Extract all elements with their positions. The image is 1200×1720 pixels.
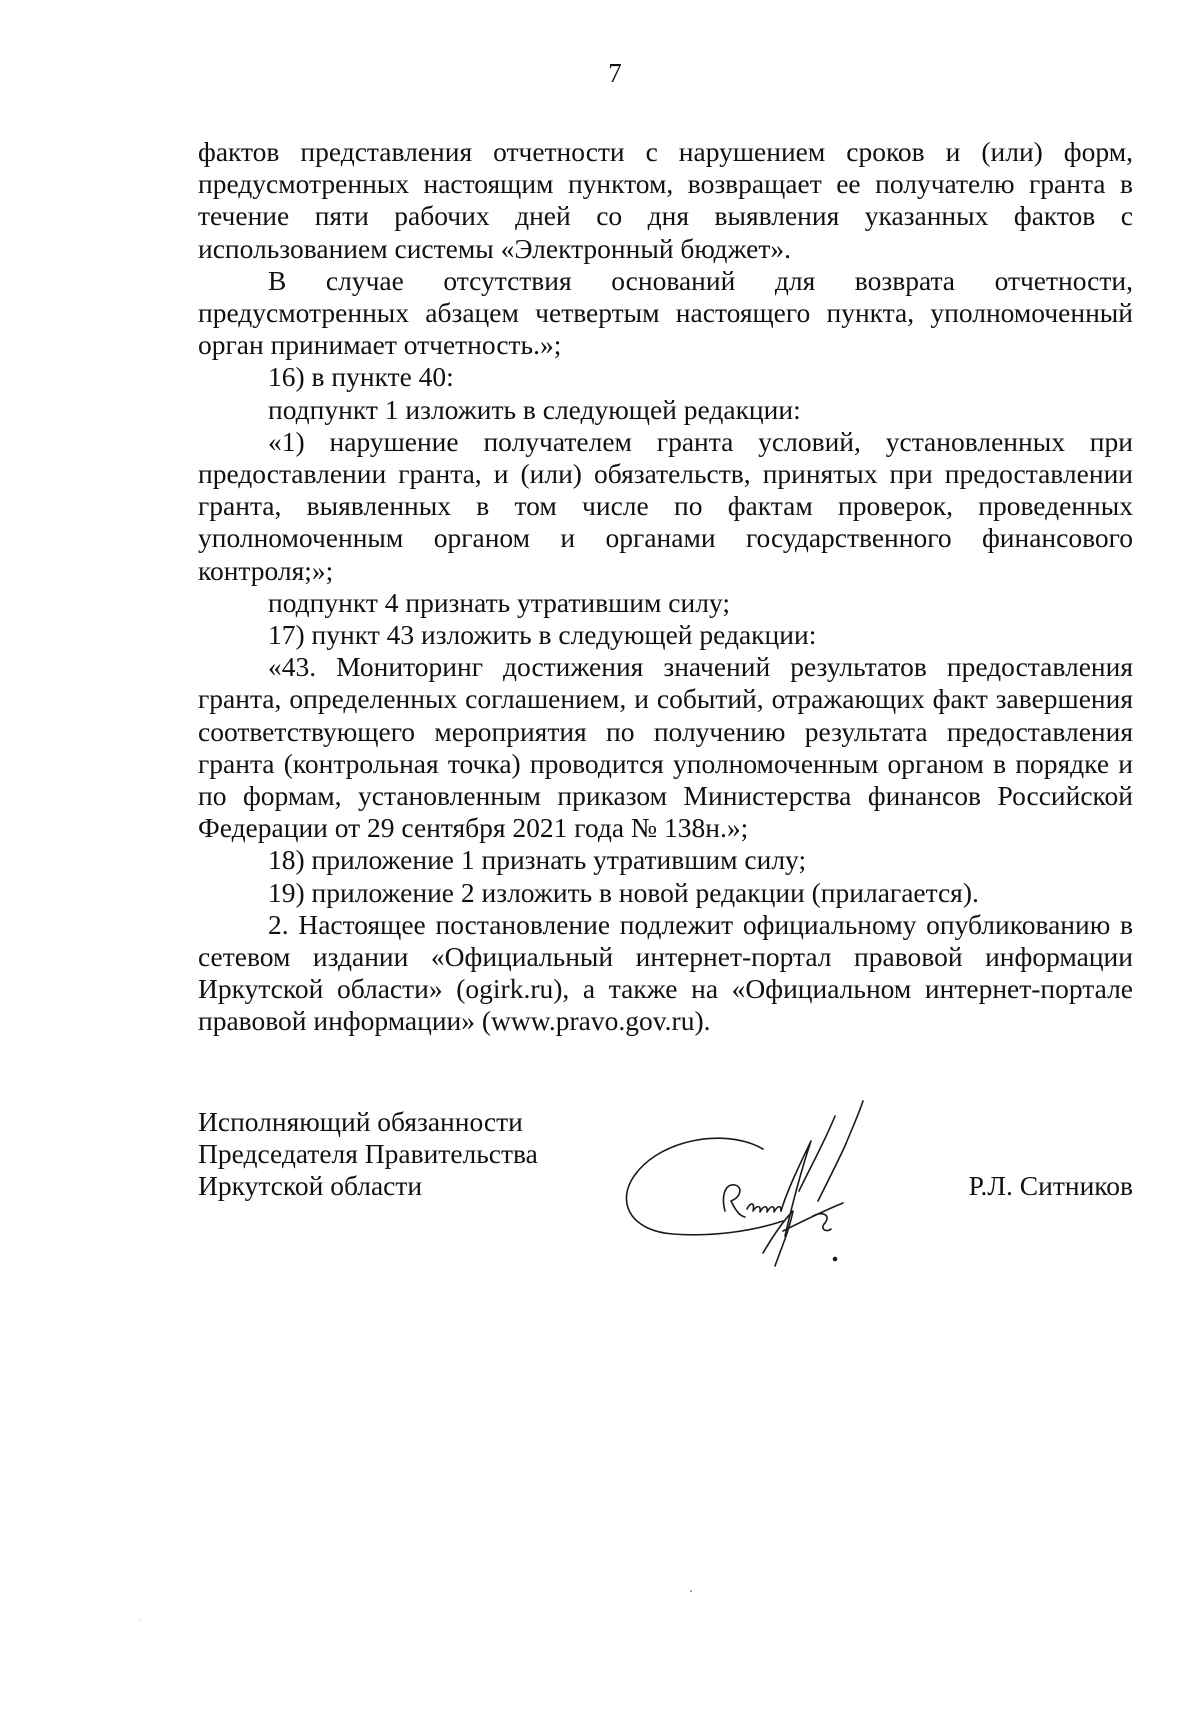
paragraph-3: 16) в пункте 40:: [268, 361, 454, 393]
document-body: [198, 136, 1133, 1038]
paragraph-6: подпункт 4 признать утратившим силу;: [268, 586, 730, 618]
signatory-title-line-1: Исполняющий обязанности: [198, 1106, 523, 1137]
signatory-title-line-2: Председателя Правительства: [198, 1138, 538, 1170]
paragraph-1: фактов представления отчетности с нарушением сроков и (или) форм, предусмотренных настоящим пунктом, возвращает ее получателю гранта в течение пяти рабочих дней со дня выявления указанных фактов с использованием системы «Электронный бюджет».: [198, 136, 1133, 264]
paragraph-11: 2. Настоящее постановление подлежит официальному опубликованию в сетевом издании «Официальный интернет-портал правовой информации Иркутской области» (ogirk.ru), а также на «Официальном интернет-портале правовой информации» (www.pravo.gov.ru).: [198, 908, 1133, 1037]
signatory-title-line-3: Иркутской области: [198, 1170, 423, 1202]
paragraph-5: «1) нарушение получателем гранта условий, установленных при предоставлении гранта, и (или) обязательств, принятых при предоставлении гранта, выявленных в том числе по фактам проверок, проведенных уполномоченным органом и органами государственного финансового контроля;»;: [198, 425, 1133, 586]
paragraph-9: 18) приложение 1 признать утратившим силу;: [268, 844, 807, 876]
signatory-name: Р.Л. Ситников: [968, 1170, 1133, 1201]
paragraph-10: 19) приложение 2 изложить в новой редакции (прилагается).: [268, 876, 979, 908]
paragraph-8: «43. Мониторинг достижения значений результатов предоставления гранта, определенных соглашением, и событий, отражающих факт завершения соответствующего мероприятия по получению результата предоставления гранта (контрольная точка) проводится уполномоченным органом в порядке и по формам, установленным приказом Министерства финансов Российской Федерации от 29 сентября 2021 года № 138н.»;: [198, 651, 1133, 844]
scan-artifact: [690, 1590, 692, 1592]
handwritten-signature-icon: [613, 1071, 873, 1281]
paragraph-4: подпункт 1 изложить в следующей редакции:: [268, 393, 801, 425]
paragraph-2: В случае отсутствия оснований для возврата отчетности, предусмотренных абзацем четвертым настоящего пункта, уполномоченный орган принимает отчетность.»;: [198, 264, 1133, 361]
page-number: 7: [608, 58, 622, 88]
scan-artifact: [140, 1620, 141, 1621]
paragraph-7: 17) пункт 43 изложить в следующей редакции:: [268, 619, 817, 651]
signature-block: [198, 1106, 1133, 1286]
